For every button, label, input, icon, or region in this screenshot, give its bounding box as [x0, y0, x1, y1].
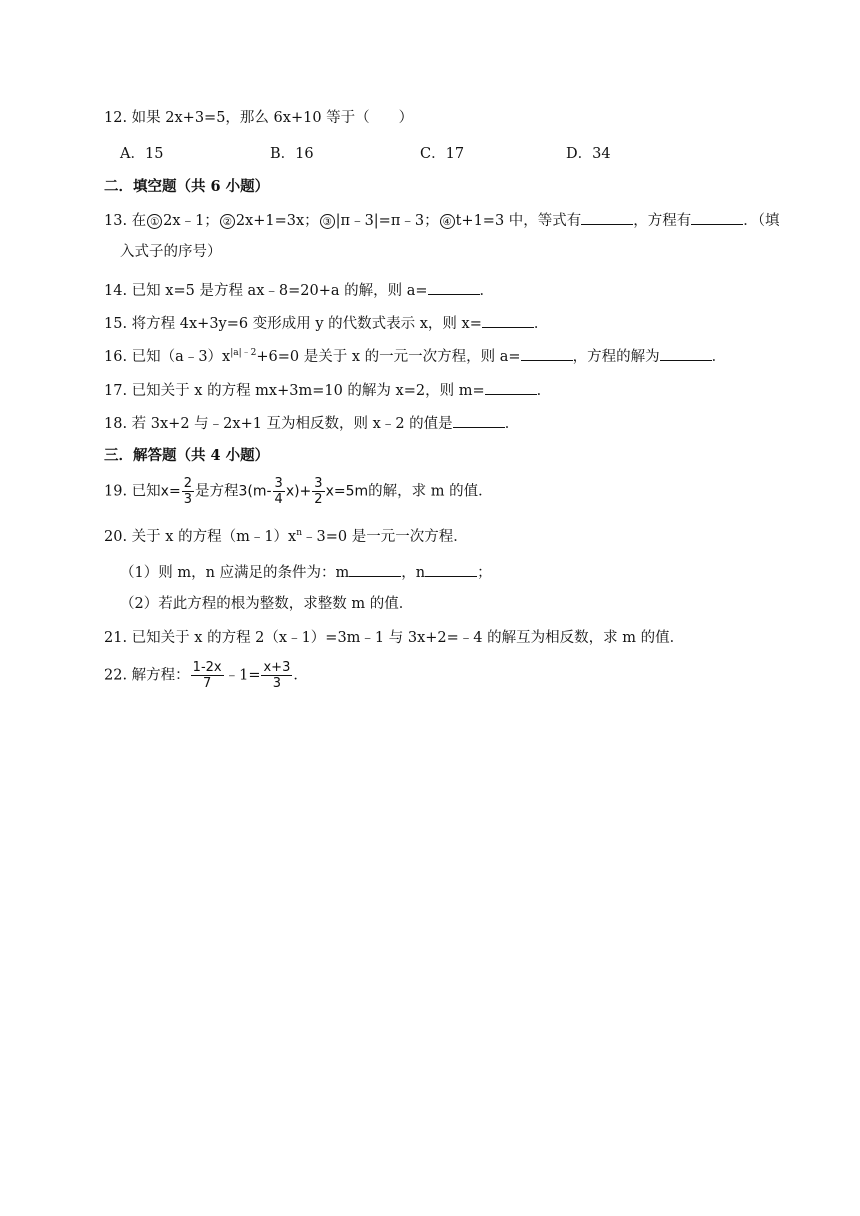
text: ．: [293, 667, 308, 684]
question-number: 21.: [104, 630, 128, 646]
expr-2: 2x+1=3x；: [235, 213, 319, 229]
answer-blank: [482, 315, 534, 328]
answer-blank: [453, 415, 505, 428]
answer-blank: [581, 212, 633, 225]
text: ﹣1=: [224, 667, 261, 684]
question-22: [104, 660, 308, 691]
text: ．（填: [743, 213, 780, 229]
section-title-fill-blank: 二．填空题（共 6 小题）: [104, 178, 270, 195]
text: （1）则 m，n 应满足的条件为：m: [120, 565, 350, 581]
text: ．: [711, 349, 727, 365]
circled-three: ③: [320, 214, 335, 229]
option-a: A．15: [120, 146, 164, 162]
denominator: 2: [314, 492, 323, 507]
math-expr: x=5m: [325, 483, 369, 500]
question-20-part-1: [120, 564, 492, 581]
question-number: 20.: [104, 529, 128, 545]
question-text: 将方程 4x+3y=6 变形成用 y 的代数式表示 x，则 x=: [131, 316, 482, 332]
question-number: 14.: [104, 283, 128, 299]
question-14: [104, 282, 494, 299]
text: ；: [477, 565, 492, 581]
text: 的解，求 m 的值．: [368, 483, 493, 500]
question-16: [104, 348, 726, 365]
answer-blank: [521, 348, 573, 361]
numerator: 2: [183, 476, 192, 491]
expr-4: t+1=3 中，等式有: [455, 213, 582, 229]
text: 解方程：: [131, 667, 190, 684]
fraction-3-2: [312, 476, 324, 507]
question-number: 12.: [104, 110, 128, 126]
question-text: 已知关于 x 的方程 mx+3m=10 的解为 x=2，则 m=: [131, 383, 485, 399]
answer-blank: [425, 564, 477, 577]
circled-two: ②: [220, 214, 235, 229]
numerator: 1-2x: [192, 660, 222, 675]
fraction-left: [191, 660, 224, 691]
question-15: [104, 315, 548, 332]
numerator: 3: [274, 476, 283, 491]
question-17: [104, 382, 551, 399]
text: ．: [479, 283, 495, 299]
circled-one: ①: [147, 214, 162, 229]
question-20-part-2: （2）若此方程的根为整数，求整数 m 的值．: [120, 596, 414, 612]
numerator: 3: [314, 476, 323, 491]
denominator: 4: [274, 492, 283, 507]
question-text: 已知关于 x 的方程 2（x﹣1）=3m﹣1 与 3x+2=﹣4 的解互为相反数，求 m 的值．: [131, 630, 685, 646]
answer-blank: [691, 212, 743, 225]
answer-blank: [428, 282, 480, 295]
circled-four: ④: [440, 214, 455, 229]
text: ．: [533, 316, 549, 332]
question-number: 19.: [104, 483, 128, 500]
question-number: 16.: [104, 349, 128, 365]
text: 是方程: [194, 483, 239, 500]
question-number: 22.: [104, 667, 128, 684]
question-text: 若 3x+2 与﹣2x+1 互为相反数，则 x﹣2 的值是: [131, 416, 453, 432]
question-text: 关于 x 的方程（m﹣1）x: [131, 529, 297, 545]
option-b: B．16: [270, 146, 314, 162]
text: ．: [536, 383, 552, 399]
text: ．: [504, 416, 520, 432]
question-number: 17.: [104, 383, 128, 399]
text: ，方程有: [633, 213, 692, 229]
expr-1: 2x﹣1；: [163, 213, 219, 229]
question-text: 已知（a﹣3）x: [131, 349, 231, 365]
option-c: C．17: [420, 146, 465, 162]
fraction-2-3: [182, 476, 194, 507]
math-expr: x)+: [285, 483, 312, 500]
question-21: [104, 631, 684, 646]
section-title-answer: 三．解答题（共 4 小题）: [104, 447, 270, 464]
text: ，方程的解为: [572, 349, 660, 365]
question-text: 如果 2x+3=5，那么 6x+10 等于（ ）: [131, 110, 414, 126]
expr-3: |π﹣3|=π﹣3；: [335, 213, 439, 229]
question-12: [104, 111, 413, 126]
math-x: x=: [160, 483, 181, 500]
question-13-cont: 入式子的序号）: [120, 244, 222, 260]
question-number: 15.: [104, 316, 128, 332]
denominator: 7: [203, 676, 212, 691]
exponent: n: [296, 528, 303, 539]
exponent: |a|﹣2: [230, 348, 257, 359]
text: 在: [131, 213, 147, 229]
denominator: 3: [183, 492, 192, 507]
text: ﹣3=0 是一元一次方程．: [302, 529, 468, 545]
fraction-3-4: [273, 476, 285, 507]
answer-blank: [660, 348, 712, 361]
text: ，n: [401, 565, 426, 581]
answer-blank: [485, 382, 537, 395]
text: +6=0 是关于 x 的一元一次方程，则 a=: [256, 349, 521, 365]
answer-blank: [349, 564, 401, 577]
fraction-right: [261, 660, 292, 691]
denominator: 3: [272, 676, 282, 691]
question-text: 已知 x=5 是方程 ax﹣8=20+a 的解，则 a=: [131, 283, 428, 299]
question-13: [104, 212, 780, 229]
question-number: 13.: [104, 213, 128, 229]
numerator: x+3: [263, 660, 291, 675]
question-20: [104, 530, 468, 545]
option-d: D．34: [566, 146, 611, 162]
question-19: [104, 476, 493, 507]
question-number: 18.: [104, 416, 128, 432]
question-18: [104, 415, 519, 432]
math-expr: 3(m-: [238, 483, 272, 500]
text: 已知: [131, 483, 161, 500]
